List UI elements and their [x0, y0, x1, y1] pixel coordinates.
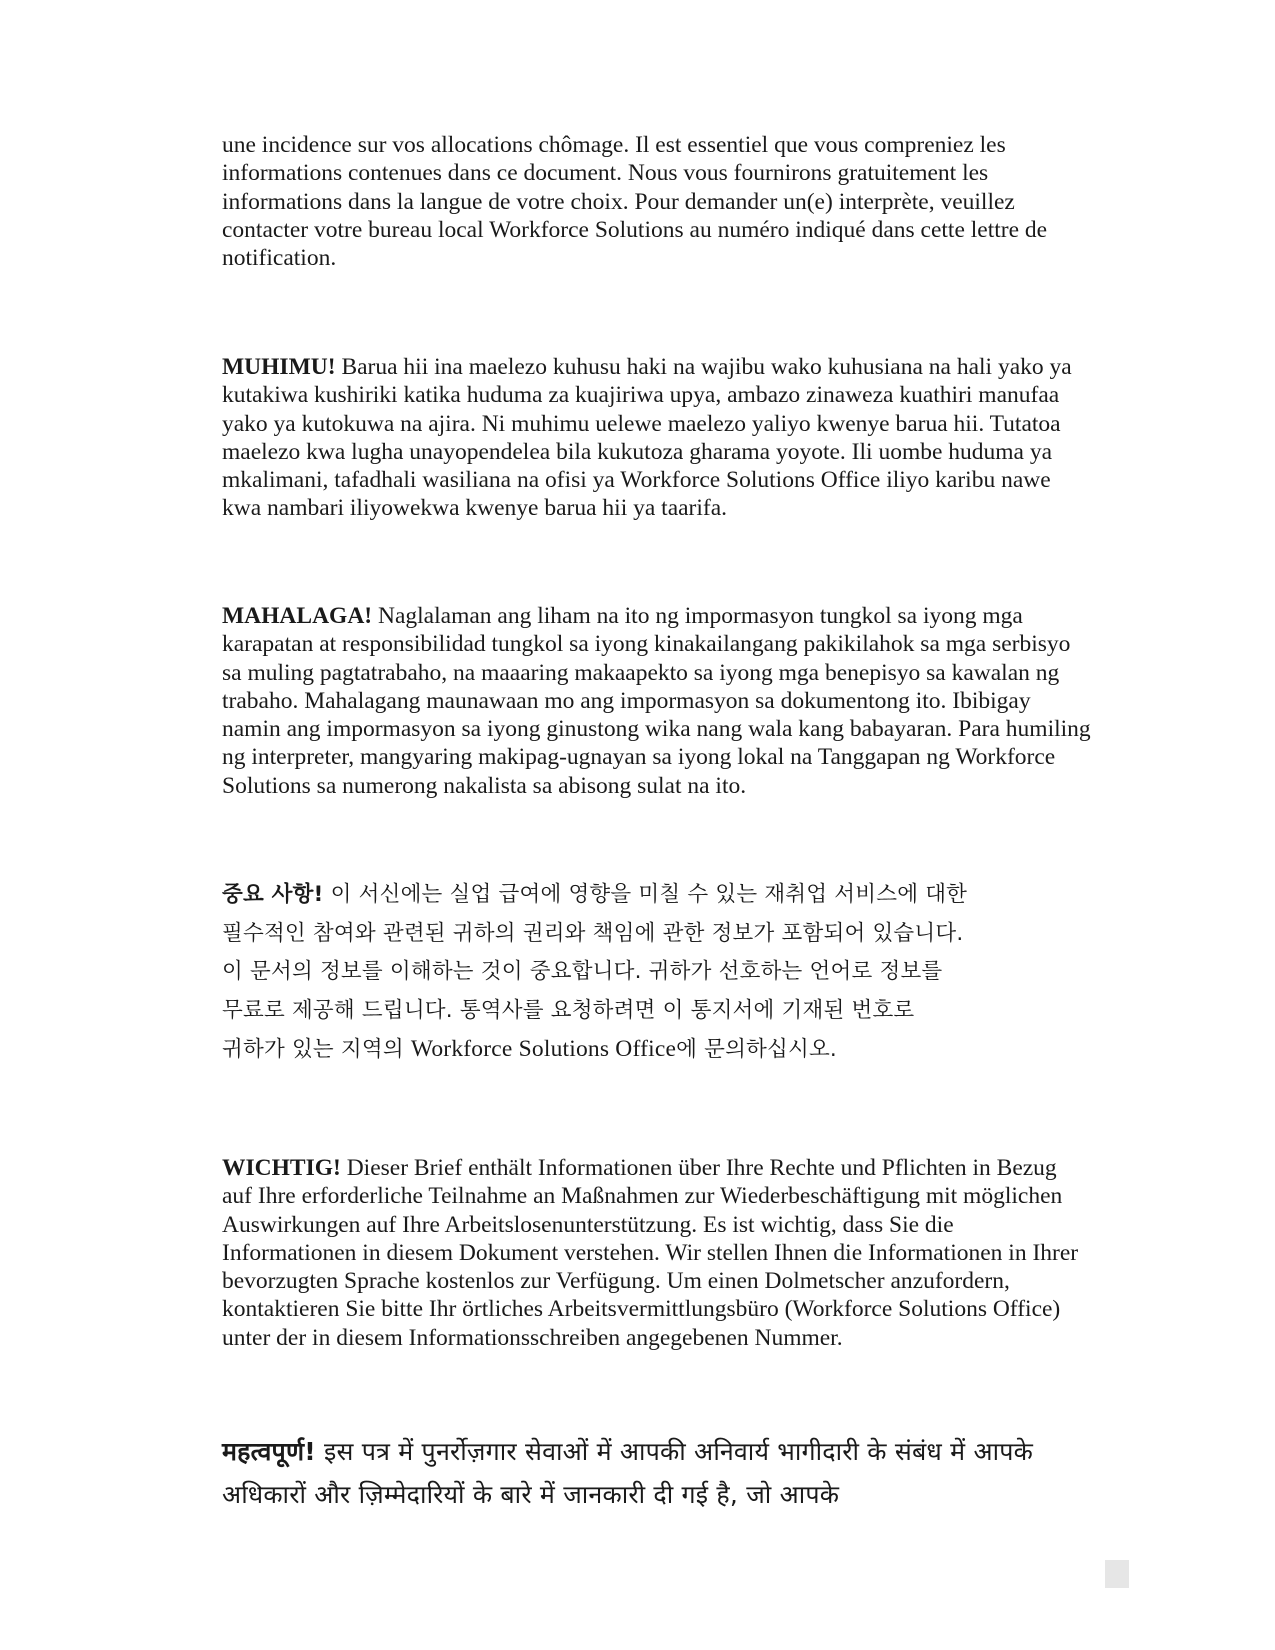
- notice-line-korean-4: 무료로 제공해 드립니다. 통역사를 요청하려면 이 통지서에 기재된 번호로: [222, 997, 915, 1023]
- notice-heading-korean: 중요 사항!: [222, 882, 324, 907]
- notice-heading-swahili: MUHIMU!: [222, 354, 336, 380]
- notice-heading-tagalog: MAHALAGA!: [222, 603, 373, 629]
- notice-heading-german: WICHTIG!: [222, 1155, 341, 1181]
- notice-line-korean-5-start: 귀하가 있는 지역의: [222, 1037, 411, 1062]
- notice-heading-hindi: महत्वपूर्ण!: [222, 1437, 316, 1466]
- notice-paragraph-german: [222, 1154, 1092, 1352]
- notice-line-korean-5-office: Workforce Solutions Office: [410, 1036, 677, 1062]
- notice-line-korean-1: 이 서신에는 실업 급여에 영향을 미칠 수 있는 재취업 서비스에 대한: [330, 882, 968, 907]
- notice-body-swahili: Barua hii ina maelezo kuhusu haki na wajibu wako kuhusiana na hali yako ya kutakiwa kushiriki katika huduma za kuajiriwa upya, ambazo zinaweza kuathiri manufaa yako ya kutokuwa na ajira. Ni muhimu uelewe maelezo yaliyo kwenye barua hii. Tutatoa maelezo kwa lugha unayopendelea bila kukutoza gharama yoyote. Ili uombe huduma ya mkalimani, tafadhali wasiliana na ofisi ya Workforce Solutions Office iliyo karibu nawe kwa nambari iliyowekwa kwenye barua hii ya taarifa.: [222, 354, 1072, 522]
- notice-paragraph-swahili: [222, 353, 1092, 523]
- page-corner-mark: [1105, 1560, 1129, 1588]
- notice-paragraph-french: [222, 131, 1092, 272]
- notice-body-french: une incidence sur vos allocations chômage. Il est essentiel que vous compreniez les informations contenues dans ce document. Nous vous fournirons gratuitement les informations dans la langue de votre choix. Pour demander un(e) interprète, veuillez contacter votre bureau local Workforce Solutions au numéro indiqué dans cette lettre de notification.: [222, 132, 1048, 272]
- notice-line-korean-2: 필수적인 참여와 관련된 귀하의 권리와 책임에 관한 정보가 포함되어 있습니다.: [222, 920, 964, 946]
- notice-paragraph-korean: [222, 876, 1092, 1070]
- notice-line-korean-5-end: 에 문의하십시오.: [676, 1037, 837, 1062]
- notice-body-tagalog: Naglalaman ang liham na ito ng impormasyon tungkol sa iyong mga karapatan at responsibilidad tungkol sa iyong kinakailangang pakikilahok sa mga serbisyo sa muling pagtatrabaho, na maaaring makaapekto sa iyong mga benepisyo sa kawalan ng trabaho. Mahalagang maunawaan mo ang impormasyon sa dokumentong ito. Ibibigay namin ang impormasyon sa iyong ginustong wika nang wala kang babayaran. Para humiling ng interpreter, mangyaring makipag-ugnayan sa iyong lokal na Tanggapan ng Workforce Solutions sa numerong nakalista sa abisong sulat na ito.: [222, 603, 1091, 799]
- notice-paragraph-hindi: [222, 1430, 1092, 1516]
- notice-body-german: Dieser Brief enthält Informationen über Ihre Rechte und Pflichten in Bezug auf Ihre erforderliche Teilnahme an Maßnahmen zur Wiederbeschäftigung mit möglichen Auswirkungen auf Ihre Arbeitslosenunterstützung. Es ist wichtig, dass Sie die Informationen in diesem Dokument verstehen. Wir stellen Ihnen die Informationen in Ihrer bevorzugten Sprache kostenlos zur Verfügung. Um einen Dolmetscher anzufordern, kontaktieren Sie bitte Ihr örtliches Arbeitsvermittlungsbüro (Workforce Solutions Office) unter der in diesem Informationsschreiben angegebenen Nummer.: [222, 1155, 1079, 1351]
- notice-line-korean-3: 이 문서의 정보를 이해하는 것이 중요합니다. 귀하가 선호하는 언어로 정보를: [222, 959, 943, 984]
- notice-paragraph-tagalog: [222, 602, 1092, 800]
- notice-body-hindi: इस पत्र में पुनर्रोज़गार सेवाओं में आपकी अनिवार्य भागीदारी के संबंध में आपके अधिकारों और ज़िम्मेदारियों के बारे में जानकारी दी गई है, जो आपके: [222, 1437, 1033, 1509]
